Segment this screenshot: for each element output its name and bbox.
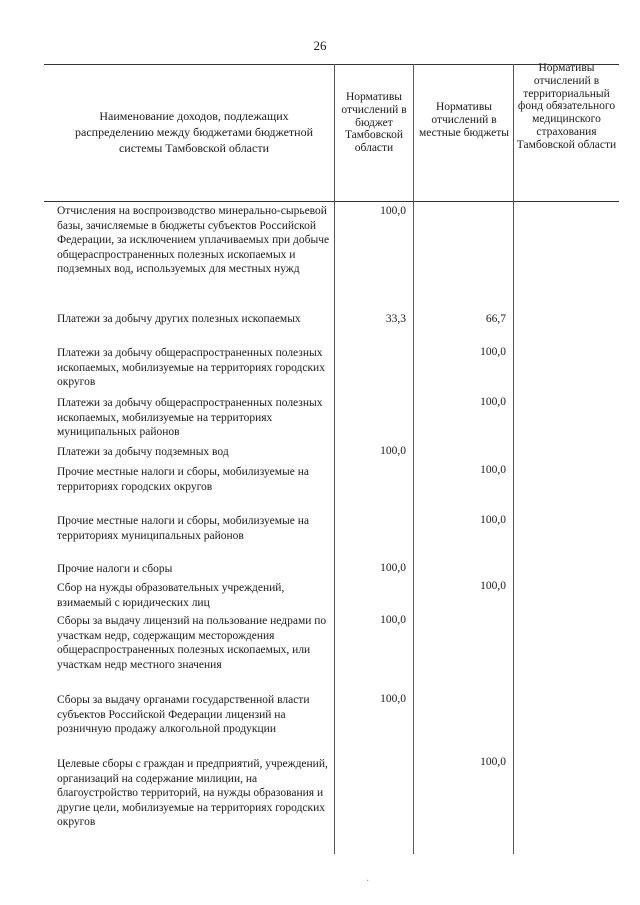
row-local-12: 100,0	[480, 756, 506, 768]
header-fund: Нормативы отчислений в территориальный фонд обязательного медицинского страхования Тамбовской области	[516, 62, 617, 151]
row-name-7: Прочие местные налоги и сборы, мобилизуемые на территориях муниципальных районов	[57, 515, 309, 542]
row-regional-2: 33,3	[385, 313, 406, 325]
row-name-6: Прочие местные налоги и сборы, мобилизуемые на территориях городских округов	[57, 466, 309, 493]
row-regional-5: 100,0	[380, 445, 406, 457]
scan-speck: ·	[366, 876, 370, 887]
row-local-4: 100,0	[480, 396, 506, 408]
header-local: Нормативы отчислений в местные бюджеты	[418, 101, 510, 139]
row-local-2: 66,7	[485, 313, 506, 325]
row-name-9: Сбор на нужды образовательных учреждений, взимаемый с юридических лиц	[57, 582, 285, 609]
row-regional-8: 100,0	[380, 562, 406, 574]
row-name-2: Платежи за добычу других полезных ископаемых	[57, 313, 301, 325]
row-regional-11: 100,0	[380, 693, 406, 705]
header-name: Наименование доходов, подлежащих распределению между бюджетами бюджетной системы Тамбовской области	[75, 109, 313, 155]
row-name-8: Прочие налоги и сборы	[57, 563, 173, 575]
row-regional-10: 100,0	[380, 614, 406, 626]
header-regional: Нормативы отчислений в бюджет Тамбовской области	[341, 91, 407, 155]
row-name-12: Целевые сборы с граждан и предприятий, учреждений, организаций на содержание милиции, на благоустройство территорий, на нужды образования и другие цели, мобилизуемые на территориях городских округов	[57, 758, 328, 829]
row-local-7: 100,0	[480, 514, 506, 526]
page-number: 26	[313, 38, 327, 53]
column-divider-2	[413, 64, 414, 854]
row-local-3: 100,0	[480, 346, 506, 358]
row-local-6: 100,0	[480, 464, 506, 476]
column-divider-3	[513, 64, 514, 854]
row-name-11: Сборы за выдачу органами государственной власти субъектов Российской Федерации лицензий на розничную продажу алкогольной продукции	[57, 694, 310, 736]
row-name-10: Сборы за выдачу лицензий на пользование недрами по участкам недр, содержащим месторождения общераспространенных полезных ископаемых, или участкам недр местного значения	[57, 615, 327, 671]
header-bottom-rule	[44, 201, 619, 202]
row-name-3: Платежи за добычу общераспространенных полезных ископаемых, мобилизуемые на территориях городских округов	[57, 347, 325, 389]
row-name-1: Отчисления на воспроизводство минерально-сырьевой базы, зачисляемые в бюджеты субъектов Российской Федерации, за исключением уплачиваемых при добыче общераспространенных полезных ископаемых и подземных вод, используемых для местных нужд	[57, 205, 330, 276]
row-name-5: Платежи за добычу подземных вод	[57, 446, 229, 458]
row-local-9: 100,0	[480, 580, 506, 592]
row-name-4: Платежи за добычу общераспространенных полезных ископаемых, мобилизуемые на территориях муниципальных районов	[57, 397, 323, 439]
row-regional-1: 100,0	[380, 205, 406, 217]
